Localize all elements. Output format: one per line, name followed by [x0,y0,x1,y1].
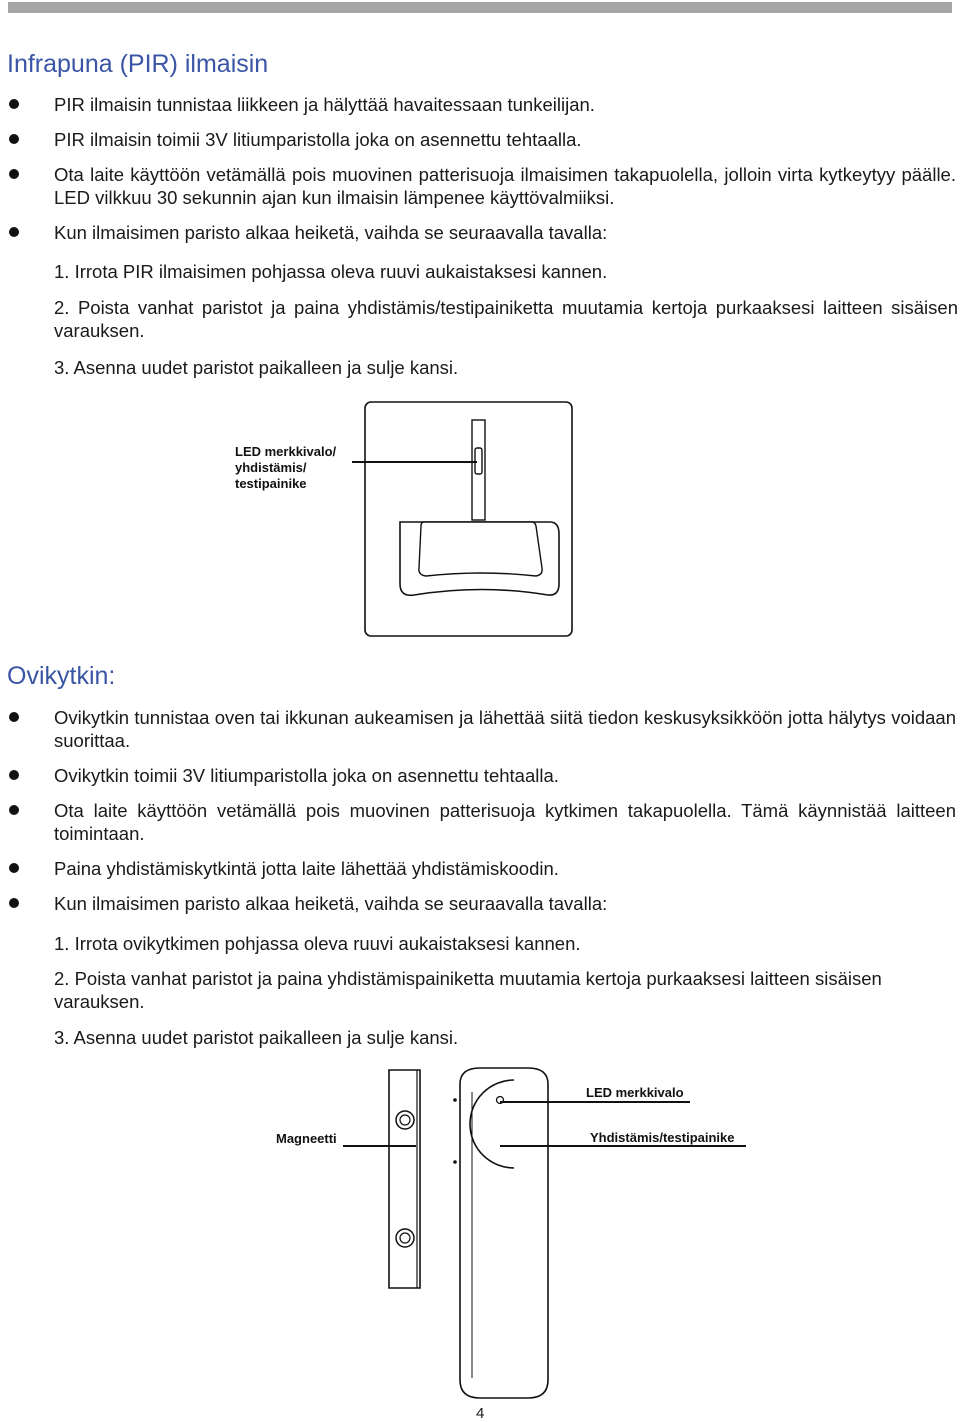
pir-callout-line [352,461,477,463]
list-item [0,706,960,752]
list-item [0,857,960,880]
door-bullet-4: Paina yhdistämiskytkintä jotta laite lähettää yhdistämiskoodin. [54,858,559,879]
bullet-icon [9,898,19,908]
list-item [0,93,960,116]
door-step-3: 3. Asenna uudet paristot paikalleen ja sulje kansi. [54,1027,459,1048]
bullet-icon [9,169,19,179]
door-bullet-3: Ota laite käyttöön vetämällä pois muovinen patterisuoja kytkimen takapuolella. Tämä käynnistää laitteen toimintaan. [54,800,956,844]
pir-step-2: 2. Poista vanhat paristot ja paina yhdistämis/testipainiketta muutamia kertoja purkaaksesi laitteen sisäisen varauksen. [54,297,958,341]
led-callout-line [500,1101,690,1103]
pir-sensor-diagram [360,398,582,640]
pair-button-label: Yhdistämis/testipainike [590,1130,735,1145]
magnet-label: Magneetti [276,1131,337,1146]
pir-bullet-3: Ota laite käyttöön vetämällä pois muovinen patterisuoja ilmaisimen takapuolella, jolloin virta kytkeytyy päälle. LED vilkkuu 30 sekunnin ajan kun ilmaisin lämpenee käyttövalmiiksi. [54,164,956,208]
list-item [0,221,960,244]
bullet-icon [9,712,19,722]
bullet-icon [9,863,19,873]
list-item [0,764,960,787]
pir-step-1: 1. Irrota PIR ilmaisimen pohjassa oleva ruuvi aukaistaksesi kannen. [54,261,608,282]
door-step-2: 2. Poista vanhat paristot ja paina yhdistämispainiketta muutamia kertoja purkaaksesi laitteen sisäisen varauksen. [54,968,882,1012]
pir-section-title: Infrapuna (PIR) ilmaisin [7,50,269,78]
magnet-callout-line [343,1145,416,1147]
door-bullet-1: Ovikytkin tunnistaa oven tai ikkunan aukeamisen ja lähettää siitä tiedon keskusyksikköön jotta hälytys voidaan suorittaa. [54,707,956,751]
magnet-body [389,1070,420,1288]
door-bullet-2: Ovikytkin toimii 3V litiumparistolla joka on asennettu tehtaalla. [54,765,559,786]
transmitter-body [460,1068,548,1398]
pir-housing [365,402,572,636]
page-number: 4 [476,1405,485,1422]
pir-lens-inner [419,522,542,576]
list-item [0,128,960,151]
pir-step-3: 3. Asenna uudet paristot paikalleen ja sulje kansi. [54,357,459,378]
door-section-title: Ovikytkin: [7,662,116,690]
pir-callout-label: LED merkkivalo/ yhdistämis/ testipainike [235,444,337,491]
led-label: LED merkkivalo [586,1085,684,1100]
pir-bullet-list [0,93,960,244]
door-bullet-5: Kun ilmaisimen paristo alkaa heiketä, vaihda se seuraavalla tavalla: [54,893,608,914]
list-item [0,163,960,209]
list-item [0,892,960,915]
bullet-icon [9,134,19,144]
bullet-icon [9,99,19,109]
door-bullet-list [0,706,960,915]
bullet-icon [9,805,19,815]
pir-bullet-4: Kun ilmaisimen paristo alkaa heiketä, vaihda se seuraavalla tavalla: [54,222,608,243]
list-item [0,799,960,845]
bullet-icon [9,770,19,780]
door-step-1: 1. Irrota ovikytkimen pohjassa oleva ruuvi aukaistaksesi kannen. [54,933,581,954]
pir-bullet-2: PIR ilmaisin toimii 3V litiumparistolla joka on asennettu tehtaalla. [54,129,582,150]
page-header-bar [8,2,952,13]
pir-bullet-1: PIR ilmaisin tunnistaa liikkeen ja hälyttää havaitessaan tunkeilijan. [54,94,595,115]
bullet-icon [9,227,19,237]
door-contact-diagram [380,1062,565,1400]
